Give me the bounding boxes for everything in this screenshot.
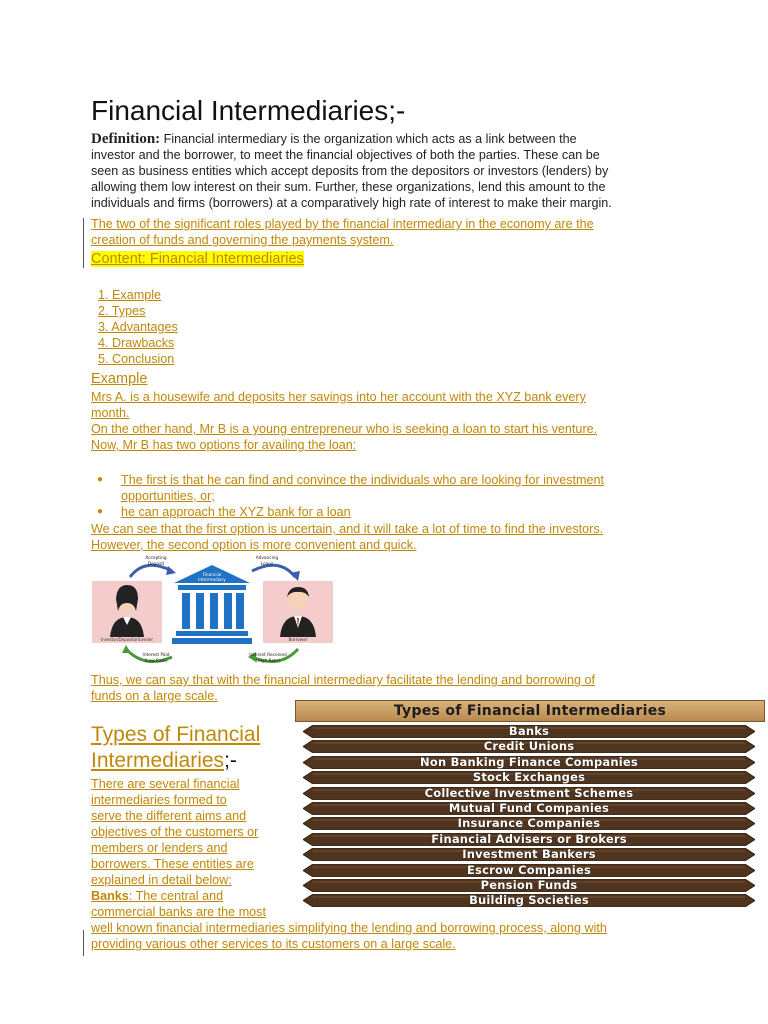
example-heading[interactable]: Example [91, 371, 148, 387]
conclusion-line[interactable]: We can see that the first option is uncertain, and it will take a lot of time to find the investors. [91, 522, 604, 536]
table-of-contents [98, 287, 178, 367]
advancing-label-2: Loans [260, 562, 274, 567]
option-line[interactable]: opportunities, or; [121, 489, 215, 503]
banks-text-line[interactable]: providing various other services to its customers on a large scale. [91, 937, 456, 951]
example-line[interactable]: On the other hand, Mr B is a young entrepreneur who is seeking a loan to start his venture. [91, 422, 598, 436]
banks-label[interactable]: Banks [91, 889, 129, 903]
example-line[interactable]: month. [91, 406, 130, 420]
options-list [97, 472, 604, 520]
types-graphic-item-label: Escrow Companies [466, 862, 591, 877]
types-graphic-item-label: Building Societies [469, 893, 589, 908]
types-heading-line[interactable]: Intermediaries [91, 749, 225, 772]
definition-line: individuals and firms (borrowers) at a comparatively high rate of interest to make their margin. [91, 196, 612, 210]
toc-item-types[interactable]: 2. Types [98, 304, 146, 318]
types-graphic-item-label: Financial Advisers or Brokers [431, 831, 627, 846]
types-heading-line[interactable]: Types of Financial [91, 723, 261, 746]
margin-bar [83, 930, 84, 956]
banks-text[interactable]: : The central and [128, 889, 224, 903]
types-graphic-item-label: Non Banking Finance Companies [420, 754, 638, 769]
bullet-icon: ● [97, 474, 104, 485]
types-graphic [295, 700, 765, 912]
types-heading[interactable] [91, 722, 260, 774]
types-intro-line[interactable]: intermediaries formed to [91, 793, 227, 807]
definition-paragraph [91, 131, 671, 211]
list-item-continuation[interactable] [97, 488, 604, 504]
list-item[interactable] [97, 504, 604, 520]
types-intro-line[interactable]: members or lenders and [91, 841, 228, 855]
definition-label: Definition: [91, 131, 161, 147]
toc-item-conclusion[interactable]: 5. Conclusion [98, 352, 175, 366]
types-graphic-item [303, 740, 755, 753]
arrow-advancing [252, 565, 295, 577]
example-paragraph[interactable] [91, 389, 597, 453]
option-line[interactable]: he can approach the XYZ bank for a loan [121, 505, 351, 519]
banks-text-line[interactable]: commercial banks are the most [91, 905, 266, 919]
types-graphic-item [303, 787, 755, 800]
toc-item-advantages[interactable]: 3. Advantages [98, 320, 178, 334]
types-graphic-item-label: Investment Bankers [462, 847, 596, 862]
types-graphic-header [295, 700, 765, 722]
conclusion-line[interactable]: However, the second option is more convenient and quick. [91, 538, 417, 552]
borrower-label: Borrower [288, 637, 308, 642]
arrow-accepting [130, 565, 172, 577]
accepting-label-2: Deposit [147, 562, 165, 567]
roles-line[interactable]: The two of the significant roles played by the financial intermediary in the economy are the [91, 217, 594, 231]
types-intro-line[interactable]: borrowers. These entities are [91, 857, 254, 871]
types-intro-line[interactable]: explained in detail below: [91, 873, 232, 887]
types-graphic-item [303, 756, 755, 769]
definition-line: Financial intermediary is the organization which acts as a link between the [163, 132, 577, 146]
roles-line[interactable]: creation of funds and governing the payments system. [91, 233, 394, 247]
types-graphic-item [303, 848, 755, 861]
intermediary-diagram [90, 553, 335, 671]
types-graphic-item [303, 802, 755, 815]
options-conclusion[interactable] [91, 521, 603, 553]
intermediary-label-2: Intermediary [198, 578, 226, 583]
types-intro-line[interactable]: There are several financial [91, 777, 240, 791]
toc-item-example[interactable]: 1. Example [98, 288, 161, 302]
intermediary-label-1: Financial [202, 573, 222, 578]
types-graphic-item [303, 833, 755, 846]
investor-label: Investor/Depositor/Lender [100, 637, 154, 642]
types-graphic-item-label: Credit Unions [483, 739, 575, 754]
interest-received-label-2: (High Rate) [255, 659, 281, 664]
interest-paid-label-1: Interest Paid [142, 653, 170, 658]
definition-line: investor and the borrower, to meet the financial objectives of both the parties. These can be [91, 148, 600, 162]
list-item[interactable] [97, 472, 604, 488]
toc-item-drawbacks[interactable]: 4. Drawbacks [98, 336, 175, 350]
bullet-icon: ● [97, 506, 104, 517]
example-line[interactable]: Now, Mr B has two options for availing the loan: [91, 438, 357, 452]
types-graphic-item [303, 864, 755, 877]
types-graphic-item [303, 879, 755, 892]
accepting-label-1: Accepting [145, 556, 167, 561]
types-graphic-item-label: Banks [508, 724, 550, 738]
types-intro-line[interactable]: serve the different aims and [91, 809, 247, 823]
types-graphic-item-label: Collective Investment Schemes [424, 785, 634, 800]
types-graphic-item [303, 725, 755, 738]
types-graphic-item-label: Pension Funds [480, 878, 578, 892]
types-graphic-item-label: Stock Exchanges [472, 770, 586, 785]
definition-line: allowing them low interest on their sum. Further, these organizations, lend this amount to the [91, 180, 606, 194]
types-graphic-item [303, 817, 755, 830]
banks-text-line[interactable]: well known financial intermediaries simplifying the lending and borrowing process, along with [91, 921, 607, 935]
types-heading-suffix: ;- [224, 749, 237, 772]
types-graphic-title: Types of Financial Intermediaries [393, 703, 667, 719]
definition-line: seen as business entities which accept deposits from the depositors or investors (lenders) by [91, 164, 609, 178]
roles-paragraph[interactable] [91, 216, 594, 248]
types-graphic-item-label: Insurance Companies [457, 816, 601, 831]
margin-bar [83, 218, 84, 268]
interest-received-label-1: Interest Received [249, 653, 287, 658]
option-line[interactable]: The first is that he can find and convince the individuals who are looking for investment [121, 473, 605, 487]
thus-line[interactable]: Thus, we can say that with the financial intermediary facilitate the lending and borrowing of [91, 673, 596, 687]
content-heading-text[interactable]: Content: Financial Intermediaries [91, 251, 304, 267]
types-graphic-item [303, 771, 755, 784]
interest-paid-label-2: (Low Rate) [144, 659, 168, 664]
types-graphic-item [303, 894, 755, 907]
thus-line[interactable]: funds on a large scale. [91, 689, 218, 703]
advancing-label-1: Advancing [255, 556, 279, 561]
types-graphic-item-label: Mutual Fund Companies [448, 801, 610, 815]
types-intro-line[interactable]: objectives of the customers or [91, 825, 259, 839]
example-line[interactable]: Mrs A. is a housewife and deposits her savings into her account with the XYZ bank every [91, 390, 586, 404]
page-title: Financial Intermediaries;- [91, 95, 406, 126]
content-heading[interactable] [91, 250, 304, 268]
